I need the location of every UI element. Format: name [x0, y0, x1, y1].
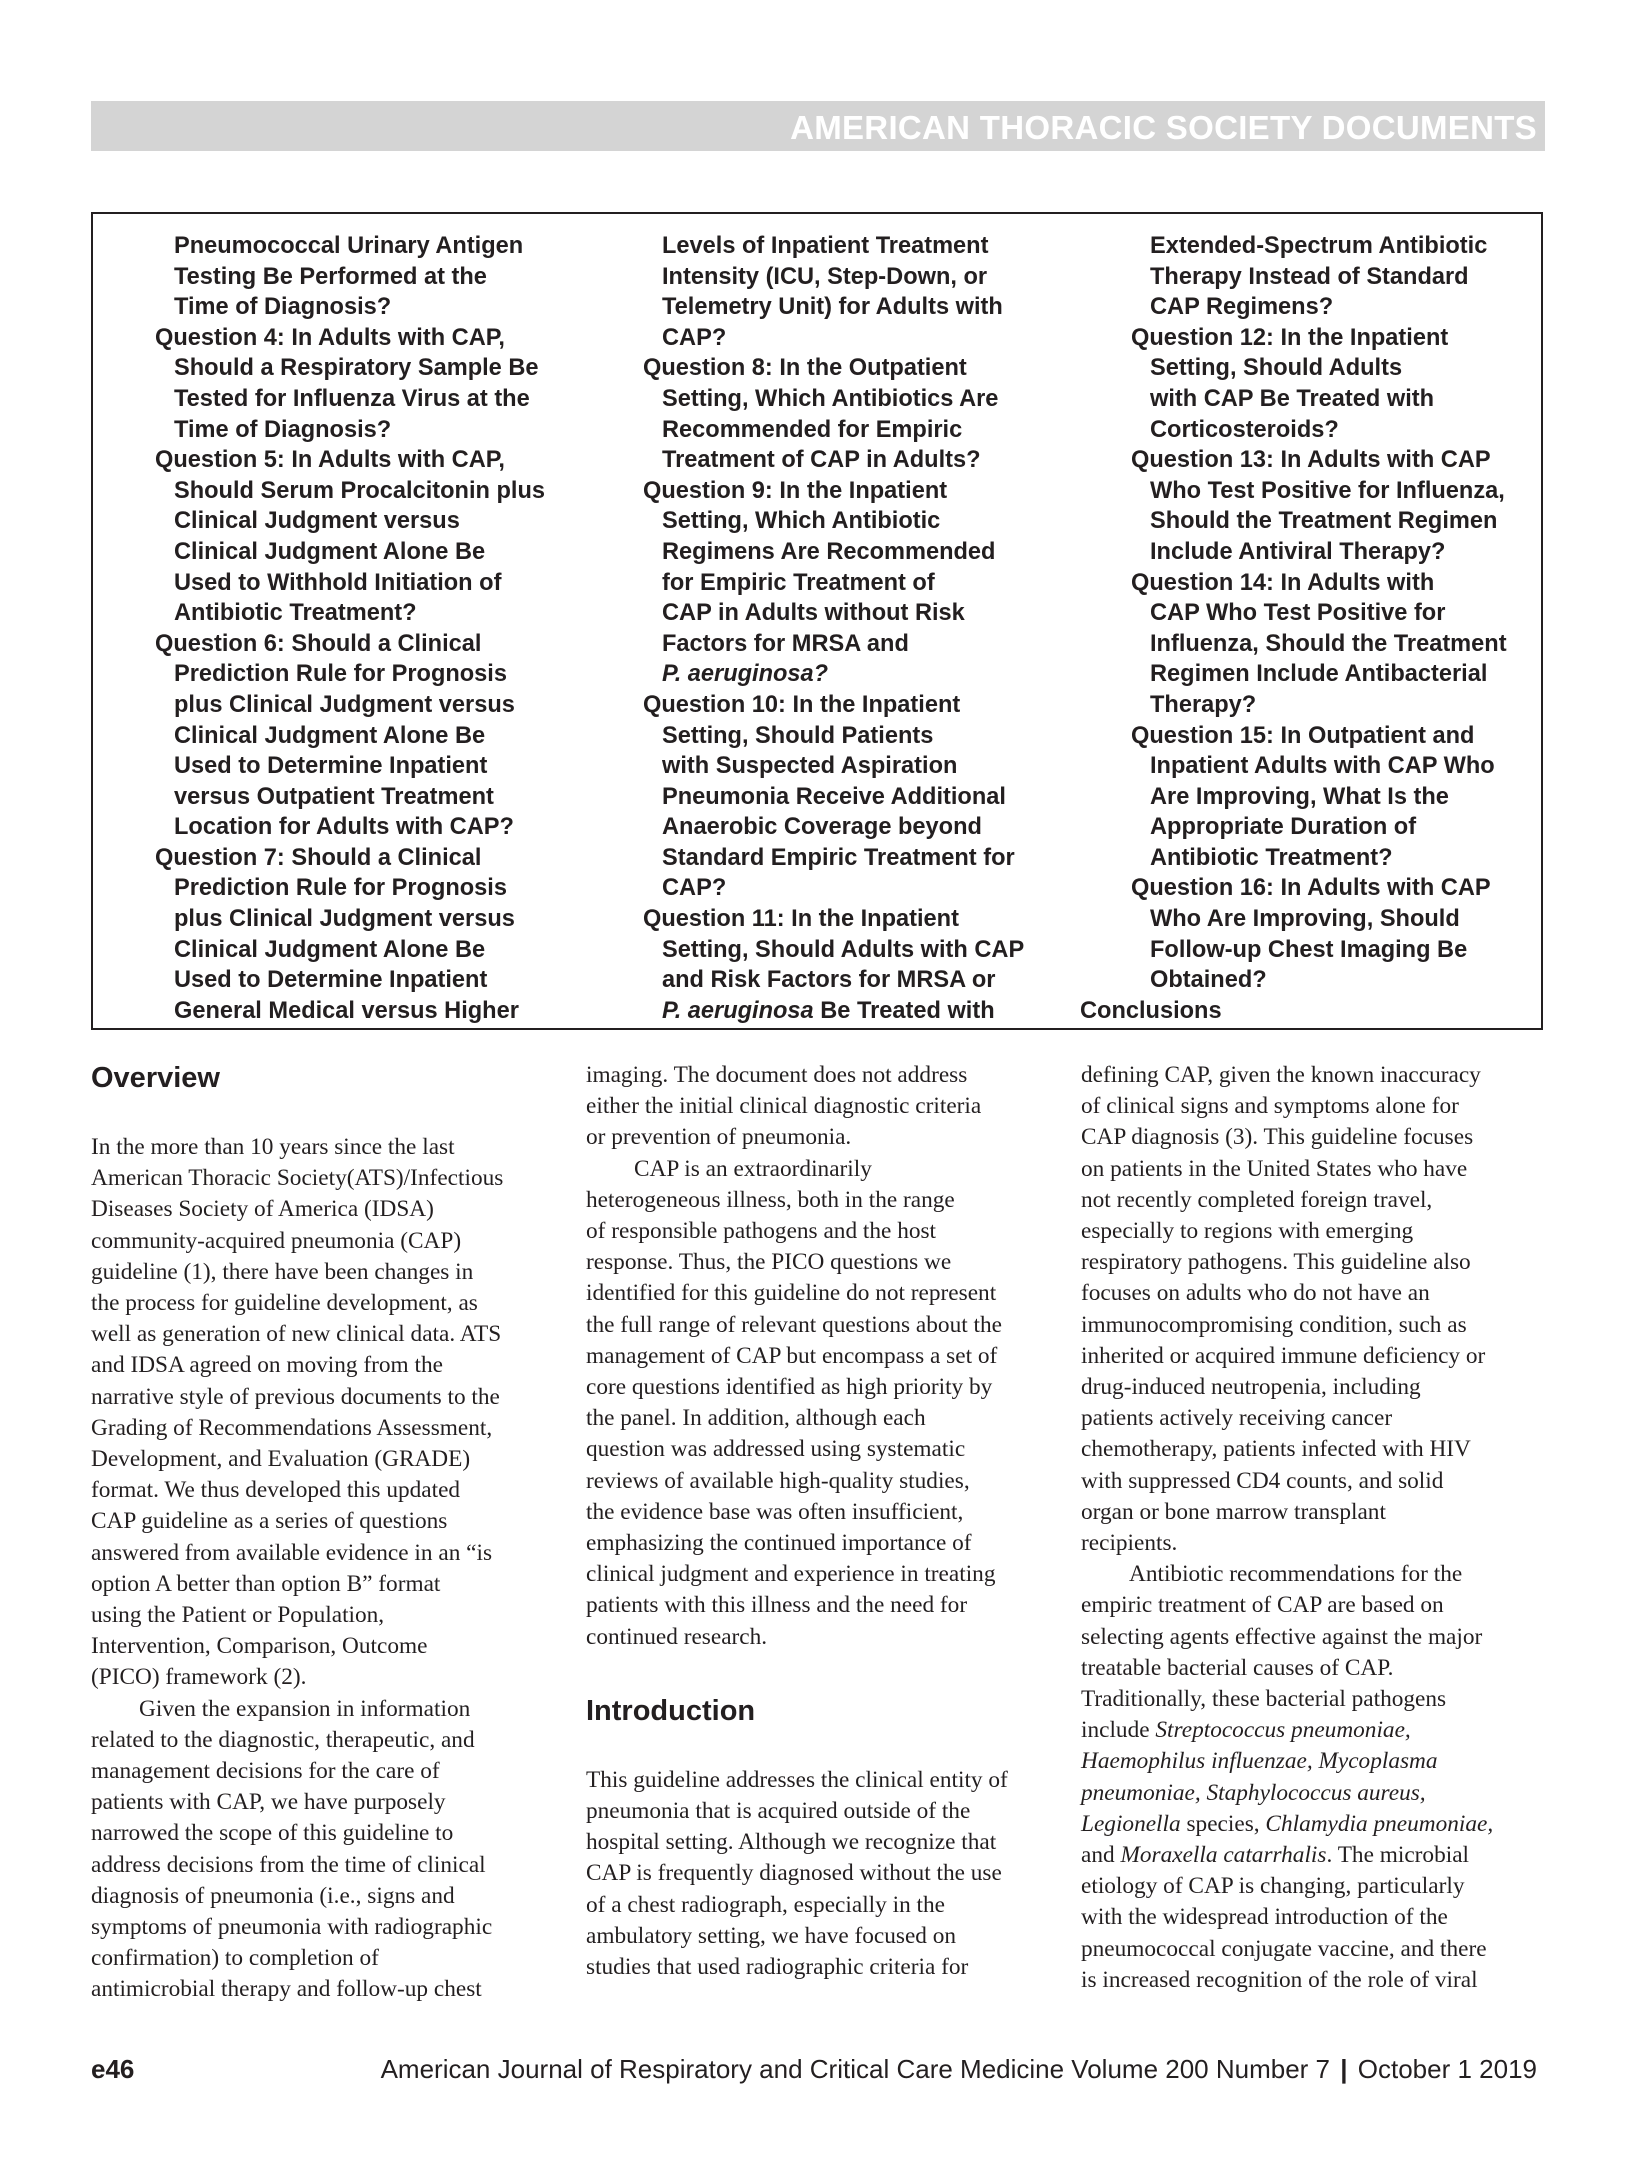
- toc-line: plus Clinical Judgment versus: [174, 906, 515, 933]
- paragraph: [1081, 1559, 1551, 1996]
- toc-entry-question-6[interactable]: Question 6: Should a Clinical: [155, 630, 482, 657]
- text-line: not recently completed foreign travel,: [1081, 1186, 1433, 1213]
- text-line: inherited or acquired immune deficiency or: [1081, 1342, 1486, 1369]
- text-line: clinical judgment and experience in treating: [586, 1561, 996, 1588]
- species-name: Streptococcus pneumoniae,: [1155, 1717, 1411, 1744]
- text-line: organ or bone marrow transplant: [1081, 1498, 1386, 1525]
- toc-line: CAP Who Test Positive for: [1150, 600, 1446, 627]
- text-line: Development, and Evaluation (GRADE): [91, 1446, 471, 1473]
- toc-line: Therapy Instead of Standard: [1150, 263, 1469, 290]
- text-line: patients with this illness and the need for: [586, 1592, 968, 1619]
- toc-entry-question-13[interactable]: Question 13: In Adults with CAP: [1131, 447, 1491, 474]
- text-line: drug-induced neutropenia, including: [1081, 1374, 1421, 1401]
- text-line: the process for guideline development, as: [91, 1290, 478, 1317]
- text-line: community-acquired pneumonia (CAP): [91, 1227, 462, 1254]
- toc-entry-question-12[interactable]: Question 12: In the Inpatient: [1131, 324, 1449, 351]
- text-line: with suppressed CD4 counts, and solid: [1081, 1467, 1444, 1494]
- text-line: identified for this guideline do not represent: [586, 1280, 997, 1307]
- text-span: . The microbial: [1326, 1842, 1470, 1869]
- text-line: Intervention, Comparison, Outcome: [91, 1633, 428, 1660]
- text-line: Antibiotic recommendations for the: [1129, 1561, 1463, 1588]
- paragraph: [586, 1060, 1056, 1154]
- text-line: diagnosis of pneumonia (i.e., signs and: [91, 1882, 455, 1909]
- toc-line: Pneumonia Receive Additional: [662, 783, 1006, 810]
- body-column-3: [1081, 1060, 1551, 1996]
- toc-line: Should Serum Procalcitonin plus: [174, 477, 545, 504]
- toc-line: Standard Empiric Treatment for: [662, 844, 1015, 871]
- text-line: pneumococcal conjugate vaccine, and there: [1081, 1935, 1487, 1962]
- text-line: focuses on adults who do not have an: [1081, 1280, 1430, 1307]
- text-line: Traditionally, these bacterial pathogens: [1081, 1686, 1447, 1713]
- issue-date: October 1 2019: [1357, 2054, 1537, 2084]
- toc-column-3: [1080, 231, 1541, 1026]
- text-line: This guideline addresses the clinical entity of: [586, 1766, 1008, 1793]
- paragraph: [586, 1154, 1056, 1653]
- toc-line: Testing Be Performed at the: [174, 263, 487, 290]
- toc-line: General Medical versus Higher: [174, 997, 519, 1024]
- text-line: confirmation) to completion of: [91, 1945, 379, 1972]
- toc-entry-question-4[interactable]: Question 4: In Adults with CAP,: [155, 324, 505, 351]
- toc-line: Corticosteroids?: [1150, 416, 1339, 443]
- toc-line: Telemetry Unit) for Adults with: [662, 294, 1003, 321]
- toc-line: Include Antiviral Therapy?: [1150, 538, 1446, 565]
- text-line: option A better than option B” format: [91, 1570, 441, 1597]
- toc-line: CAP Regimens?: [1150, 294, 1334, 321]
- header-band: [91, 101, 1545, 151]
- toc-line: Tested for Influenza Virus at the: [174, 385, 530, 412]
- text-line: heterogeneous illness, both in the range: [586, 1186, 955, 1213]
- toc-line: Clinical Judgment Alone Be: [174, 936, 486, 963]
- toc-line: Treatment of CAP in Adults?: [662, 447, 981, 474]
- toc-line: Used to Determine Inpatient: [174, 753, 488, 780]
- toc-line: Obtained?: [1150, 967, 1267, 994]
- text-span: include: [1081, 1717, 1156, 1744]
- overview-paragraph-2: [91, 1694, 561, 2006]
- text-line: treatable bacterial causes of CAP.: [1081, 1654, 1394, 1681]
- toc-line: Clinical Judgment versus: [174, 508, 460, 535]
- toc-line: Setting, Should Adults: [1150, 355, 1403, 382]
- toc-line: Used to Determine Inpatient: [174, 967, 488, 994]
- text-line: patients with CAP, we have purposely: [91, 1789, 446, 1816]
- toc-line: Levels of Inpatient Treatment: [662, 233, 989, 259]
- introduction-heading: Introduction: [586, 1694, 756, 1727]
- text-line: pneumonia that is acquired outside of the: [586, 1798, 971, 1825]
- text-line: recipients.: [1081, 1530, 1178, 1557]
- text-line: related to the diagnostic, therapeutic, and: [91, 1726, 475, 1753]
- text-line: well as generation of new clinical data. ATS: [91, 1321, 502, 1348]
- toc-entry-question-11[interactable]: Question 11: In the Inpatient: [643, 906, 959, 933]
- toc-line: versus Outpatient Treatment: [174, 783, 494, 810]
- toc-line: Regimens Are Recommended: [662, 538, 996, 565]
- toc-line: P. aeruginosa?: [662, 661, 829, 688]
- toc-line: Recommended for Empiric: [662, 416, 963, 443]
- text-line: Grading of Recommendations Assessment,: [91, 1414, 493, 1441]
- toc-line: Prediction Rule for Prognosis: [174, 875, 507, 902]
- text-line: defining CAP, given the known inaccuracy: [1081, 1062, 1481, 1088]
- toc-entry-question-16[interactable]: Question 16: In Adults with CAP: [1131, 875, 1491, 902]
- text-line: ambulatory setting, we have focused on: [586, 1922, 957, 1949]
- toc-line: CAP?: [662, 324, 727, 351]
- text-line: with the widespread introduction of the: [1081, 1904, 1448, 1931]
- text-line: chemotherapy, patients infected with HIV: [1081, 1436, 1471, 1463]
- toc-line: with CAP Be Treated with: [1150, 385, 1435, 412]
- text-line: narrowed the scope of this guideline to: [91, 1820, 454, 1847]
- toc-line: Location for Adults with CAP?: [174, 814, 514, 841]
- text-line: [1081, 1715, 1551, 1746]
- text-line: or prevention of pneumonia.: [586, 1124, 852, 1151]
- text-line: the panel. In addition, although each: [586, 1405, 926, 1432]
- page-footer: [91, 2054, 1545, 2090]
- toc-line: Inpatient Adults with CAP Who: [1150, 753, 1495, 780]
- toc-line: Factors for MRSA and: [662, 630, 909, 657]
- toc-line: and Risk Factors for MRSA or: [662, 967, 996, 994]
- toc-line: Appropriate Duration of: [1150, 814, 1417, 841]
- toc-entry-question-10[interactable]: Question 10: In the Inpatient: [643, 691, 961, 718]
- toc-line: Extended-Spectrum Antibiotic: [1150, 233, 1488, 259]
- text-line: hospital setting. Although we recognize that: [586, 1829, 997, 1856]
- toc-line: Are Improving, What Is the: [1150, 783, 1449, 810]
- text-line: management decisions for the care of: [91, 1758, 440, 1785]
- text-line: and IDSA agreed on moving from the: [91, 1352, 443, 1379]
- text-line: especially to regions with emerging: [1081, 1218, 1414, 1245]
- paragraph: [1081, 1060, 1551, 1559]
- text-line: either the initial clinical diagnostic criteria: [586, 1093, 982, 1120]
- text-span: species,: [1180, 1810, 1266, 1837]
- toc-line: Clinical Judgment Alone Be: [174, 722, 486, 749]
- text-line: core questions identified as high priority by: [586, 1374, 993, 1401]
- species-name: Legionella: [1081, 1810, 1181, 1837]
- toc-line: with Suspected Aspiration: [662, 753, 958, 780]
- toc-entry-conclusions[interactable]: Conclusions: [1080, 997, 1222, 1024]
- toc-line: Should a Respiratory Sample Be: [174, 355, 539, 382]
- text-line: patients actively receiving cancer: [1081, 1405, 1393, 1432]
- toc-line: Regimen Include Antibacterial: [1150, 661, 1488, 688]
- text-line: response. Thus, the PICO questions we: [586, 1249, 952, 1276]
- text-line: continued research.: [586, 1623, 768, 1650]
- toc-line: CAP?: [662, 875, 727, 902]
- text-line: [1081, 1840, 1551, 1871]
- toc-entry-question-9[interactable]: Question 9: In the Inpatient: [643, 477, 948, 504]
- text-line: management of CAP but encompass a set of: [586, 1342, 998, 1369]
- text-line: CAP is an extraordinarily: [634, 1155, 872, 1182]
- overview-heading: Overview: [91, 1062, 220, 1094]
- toc-line: Should the Treatment Regimen: [1150, 508, 1498, 535]
- text-line: reviews of available high-quality studies,: [586, 1467, 970, 1494]
- toc-entry-question-15[interactable]: Question 15: In Outpatient and: [1131, 722, 1475, 749]
- toc-entry-question-14[interactable]: Question 14: In Adults with: [1131, 569, 1435, 596]
- running-header: AMERICAN THORACIC SOCIETY DOCUMENTS: [790, 109, 1537, 146]
- species-name: Chlamydia pneumoniae,: [1265, 1810, 1494, 1837]
- toc-line: Setting, Should Adults with CAP: [662, 936, 1025, 963]
- text-line: guideline (1), there have been changes in: [91, 1258, 474, 1285]
- toc-line: Therapy?: [1150, 691, 1257, 718]
- text-line: CAP guideline as a series of questions: [91, 1508, 448, 1535]
- footer-separator: |: [1340, 2054, 1348, 2084]
- toc-line: Influenza, Should the Treatment: [1150, 630, 1507, 657]
- toc-line: CAP in Adults without Risk: [662, 600, 965, 627]
- text-line: selecting agents effective against the major: [1081, 1623, 1483, 1650]
- toc-line: Who Are Improving, Should: [1150, 906, 1460, 933]
- text-line: etiology of CAP is changing, particularly: [1081, 1873, 1465, 1900]
- text-line: immunocompromising condition, such as: [1081, 1311, 1467, 1338]
- toc-line: Anaerobic Coverage beyond: [662, 814, 982, 841]
- toc-line-rest: Be Treated with: [813, 997, 995, 1024]
- text-line: of clinical signs and symptoms alone for: [1081, 1093, 1459, 1120]
- text-line: [1081, 1809, 1551, 1840]
- text-line: address decisions from the time of clinical: [91, 1851, 486, 1878]
- text-line: imaging. The document does not address: [586, 1062, 968, 1088]
- text-line: Given the expansion in information: [139, 1695, 471, 1722]
- text-line: (PICO) framework (2).: [91, 1664, 307, 1691]
- text-line: question was addressed using systematic: [586, 1436, 966, 1463]
- toc-entry-question-8[interactable]: Question 8: In the Outpatient: [643, 355, 967, 382]
- text-line: studies that used radiographic criteria for: [586, 1954, 969, 1981]
- text-line: the full range of relevant questions about the: [586, 1311, 1002, 1338]
- text-line: narrative style of previous documents to the: [91, 1383, 500, 1410]
- text-line: antimicrobial therapy and follow-up chest: [91, 1976, 482, 2003]
- toc-line: Setting, Should Patients: [662, 722, 934, 749]
- text-line: using the Patient or Population,: [91, 1602, 385, 1629]
- text-line: CAP is frequently diagnosed without the use: [586, 1860, 1002, 1887]
- toc-column-1: [155, 231, 595, 1026]
- toc-line: plus Clinical Judgment versus: [174, 691, 515, 718]
- journal-citation: [381, 2054, 1537, 2085]
- text-line: is increased recognition of the role of viral: [1081, 1966, 1478, 1993]
- text-line: format. We thus developed this updated: [91, 1477, 461, 1504]
- toc-line: Pneumococcal Urinary Antigen: [174, 233, 524, 259]
- toc-line: Intensity (ICU, Step-Down, or: [662, 263, 988, 290]
- text-line: respiratory pathogens. This guideline also: [1081, 1249, 1471, 1276]
- toc-entry-question-5[interactable]: Question 5: In Adults with CAP,: [155, 447, 505, 474]
- text-line: Diseases Society of America (IDSA): [91, 1196, 434, 1223]
- toc-line: Antibiotic Treatment?: [1150, 844, 1393, 871]
- species-name: Haemophilus influenzae, Mycoplasma: [1081, 1748, 1438, 1775]
- text-line: In the more than 10 years since the last: [91, 1134, 455, 1160]
- text-line: of responsible pathogens and the host: [586, 1218, 937, 1245]
- toc-entry-question-7[interactable]: Question 7: Should a Clinical: [155, 844, 482, 871]
- toc-line: Prediction Rule for Prognosis: [174, 661, 507, 688]
- text-line: the evidence base was often insufficient,: [586, 1498, 964, 1525]
- text-line: CAP diagnosis (3). This guideline focuses: [1081, 1124, 1474, 1151]
- toc-line: [643, 996, 1083, 1027]
- toc-line: Time of Diagnosis?: [174, 294, 392, 321]
- toc-line: Time of Diagnosis?: [174, 416, 392, 443]
- toc-line: Follow-up Chest Imaging Be: [1150, 936, 1468, 963]
- toc-line: Setting, Which Antibiotic: [662, 508, 941, 535]
- text-span: and: [1081, 1842, 1121, 1869]
- text-line: [1081, 1746, 1551, 1777]
- journal-name: American Journal of Respiratory and Critical Care Medicine Volume 200 Number 7: [380, 2054, 1331, 2084]
- body-column-2: [586, 1060, 1056, 1983]
- body-column-1: [91, 1060, 561, 2006]
- text-line: emphasizing the continued importance of: [586, 1530, 972, 1557]
- toc-line: Antibiotic Treatment?: [174, 600, 417, 627]
- toc-column-2: [643, 231, 1083, 1026]
- species-name: Moraxella catarrhalis: [1120, 1842, 1327, 1869]
- species-name: pneumoniae, Staphylococcus aureus,: [1081, 1779, 1426, 1806]
- text-line: symptoms of pneumonia with radiographic: [91, 1914, 493, 1941]
- toc-line: for Empiric Treatment of: [662, 569, 935, 596]
- text-line: on patients in the United States who have: [1081, 1155, 1468, 1182]
- toc-line: Clinical Judgment Alone Be: [174, 538, 486, 565]
- text-line: empiric treatment of CAP are based on: [1081, 1592, 1444, 1619]
- introduction-paragraph-1: [586, 1765, 1056, 1983]
- toc-line-italic: P. aeruginosa: [662, 997, 814, 1024]
- text-line: [1081, 1778, 1551, 1809]
- text-line: answered from available evidence in an “is: [91, 1539, 493, 1566]
- text-line: of a chest radiograph, especially in the: [586, 1891, 946, 1918]
- text-line: American Thoracic Society(ATS)/Infectious: [91, 1165, 504, 1192]
- page-number: e46: [91, 2054, 135, 2084]
- toc-line: Used to Withhold Initiation of: [174, 569, 502, 596]
- table-of-contents: [91, 212, 1543, 1030]
- toc-line: Who Test Positive for Influenza,: [1150, 477, 1505, 504]
- toc-line: Setting, Which Antibiotics Are: [662, 385, 999, 412]
- overview-paragraph-1: [91, 1132, 561, 1694]
